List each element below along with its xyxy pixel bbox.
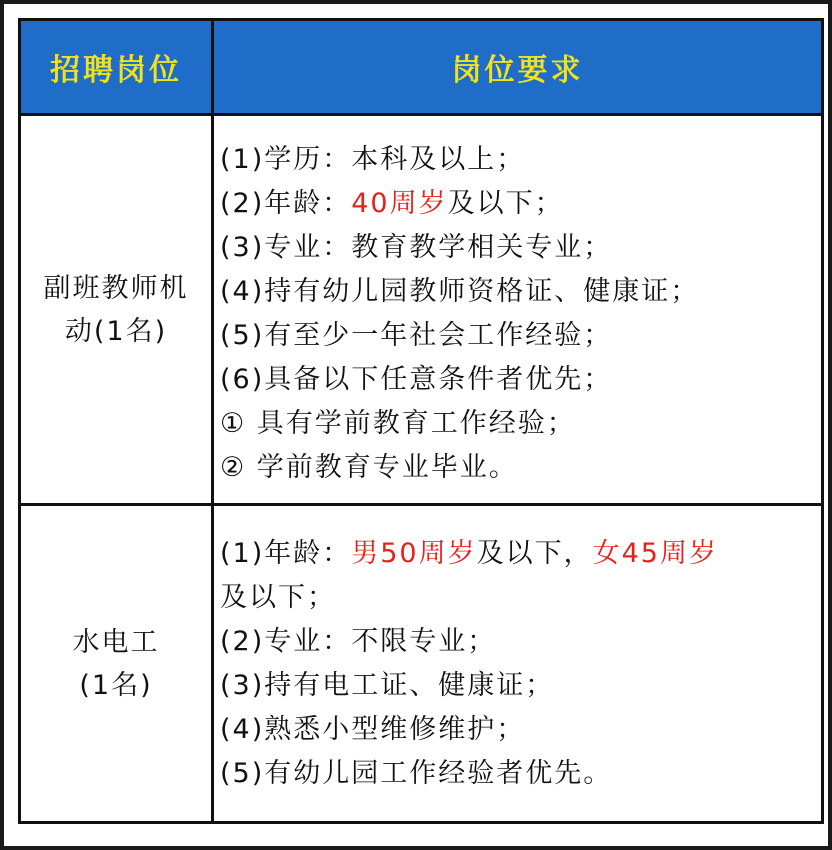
highlight-text: 男50周岁 <box>351 538 477 569</box>
header-requirements: 岗位要求 <box>213 20 823 115</box>
requirement-item: (2)年龄：40周岁及以下； <box>220 188 564 219</box>
header-position: 招聘岗位 <box>20 20 213 115</box>
position-title: 副班教师机 <box>43 272 189 304</box>
position-title-count: (1名) <box>79 669 153 701</box>
table-row <box>20 505 823 823</box>
requirement-item: (5)有至少一年社会工作经验； <box>220 320 613 351</box>
position-cell <box>20 115 213 505</box>
requirement-item: (1)学历：本科及以上； <box>220 144 526 175</box>
requirement-subitem: ① 具有学前教育工作经验； <box>220 408 576 439</box>
requirement-subitem: ② 学前教育专业毕业。 <box>220 452 518 483</box>
requirement-item: (1)年龄：男50周岁及以下，女45周岁 <box>220 538 718 569</box>
table-row <box>20 115 823 505</box>
requirement-item: (3)持有电工证、健康证； <box>220 670 555 701</box>
requirement-item: (4)持有幼儿园教师资格证、健康证； <box>220 276 700 307</box>
position-cell <box>20 505 213 823</box>
requirement-item: (6)具备以下任意条件者优先； <box>220 364 613 395</box>
position-title-count: 动(1名) <box>64 315 168 347</box>
highlight-text: 40周岁 <box>351 188 448 219</box>
table-header-row <box>20 20 823 115</box>
requirements-cell <box>213 505 823 823</box>
highlight-text: 女45周岁 <box>592 538 718 569</box>
requirement-item-continued: 及以下； <box>220 582 336 613</box>
requirements-cell <box>213 115 823 505</box>
requirement-item: (4)熟悉小型维修维护； <box>220 714 526 745</box>
recruitment-table <box>18 18 824 824</box>
position-title: 水电工 <box>72 626 160 658</box>
document-page <box>4 4 828 846</box>
requirement-item: (2)专业：不限专业； <box>220 626 497 657</box>
requirement-item: (3)专业：教育教学相关专业； <box>220 232 613 263</box>
requirement-item: (5)有幼儿园工作经验者优先。 <box>220 758 613 789</box>
